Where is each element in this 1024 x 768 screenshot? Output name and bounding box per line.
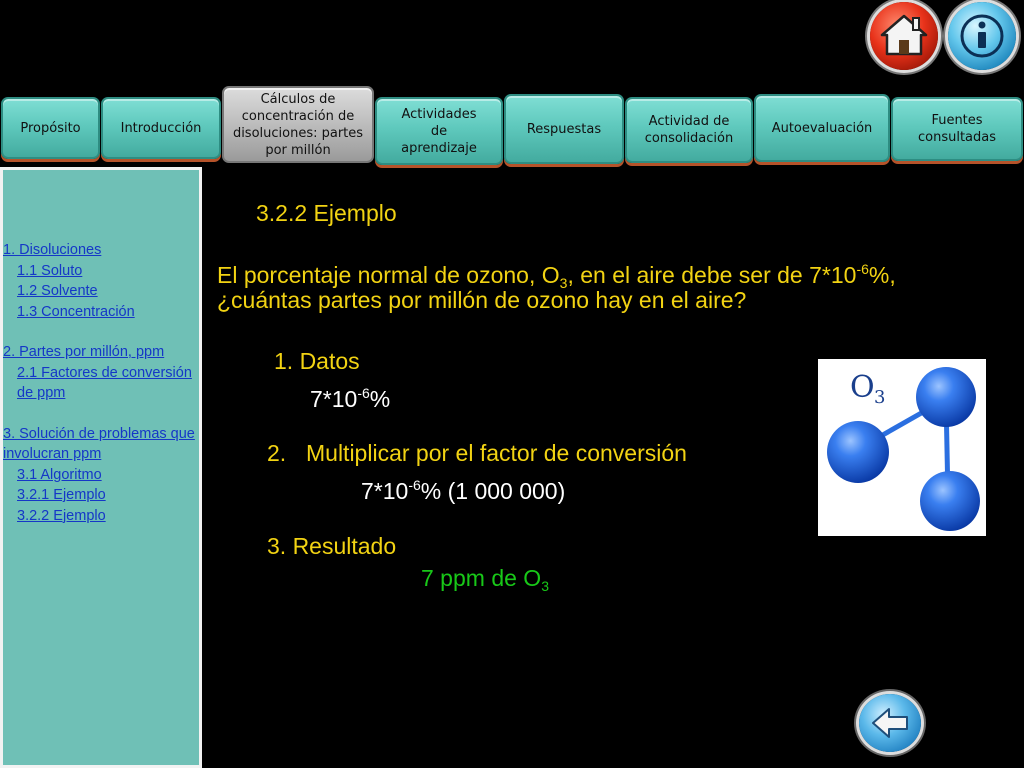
problem-superscript: -6 bbox=[856, 261, 869, 277]
step1-title: 1. Datos bbox=[274, 348, 360, 374]
tab-actividad-consolidacion[interactable] bbox=[625, 97, 753, 163]
result bbox=[421, 563, 549, 601]
back-arrow-icon bbox=[859, 694, 921, 752]
home-icon bbox=[870, 2, 938, 70]
step3-title: 3. Resultado bbox=[267, 533, 397, 559]
problem-question: ¿cuántas partes por millón de ozono hay en el aire? bbox=[217, 287, 747, 313]
result-text: 7 ppm de O bbox=[421, 565, 542, 591]
tab-label: Propósito bbox=[20, 120, 81, 136]
problem-text: %, bbox=[868, 262, 896, 288]
sidebar-link[interactable]: 3.1 Algoritmo bbox=[17, 466, 102, 483]
step1-exponent: -6 bbox=[357, 385, 370, 401]
tab-respuestas[interactable] bbox=[504, 94, 624, 164]
ozone-molecule-image bbox=[818, 359, 986, 536]
tab-label: Actividad de consolidación bbox=[644, 114, 734, 146]
sidebar-item-ejemplo-1[interactable] bbox=[3, 485, 199, 506]
back-button[interactable] bbox=[859, 694, 921, 752]
tab-calculos[interactable] bbox=[222, 86, 374, 163]
problem-text: , en el aire debe ser de 7*10 bbox=[567, 262, 857, 288]
tab-label: Introducción bbox=[120, 120, 202, 136]
tab-label: Fuentes consultadas bbox=[917, 113, 997, 145]
sidebar-link[interactable]: 2. Partes por millón, ppm bbox=[3, 344, 165, 360]
problem-subscript: 3 bbox=[559, 275, 568, 291]
ozone-molecule-illustration bbox=[818, 359, 986, 536]
sidebar-item-soluto[interactable] bbox=[3, 261, 199, 282]
sidebar-link[interactable]: 3. Solución de problemas que involucran ppm bbox=[3, 425, 195, 462]
oxygen-atom bbox=[827, 421, 889, 483]
sidebar bbox=[0, 167, 202, 768]
sidebar-item-algoritmo[interactable] bbox=[3, 465, 199, 486]
step2-base: 7*10 bbox=[361, 478, 409, 504]
step1-percent: % bbox=[369, 386, 391, 412]
sidebar-item-ejemplo-2[interactable] bbox=[3, 506, 199, 527]
page-title: 3.2.2 Ejemplo bbox=[256, 200, 397, 226]
oxygen-atom bbox=[916, 367, 976, 427]
sidebar-link[interactable]: 1.3 Concentración bbox=[17, 303, 135, 320]
sidebar-item-solucion-problemas[interactable] bbox=[3, 424, 199, 465]
sidebar-item-disoluciones[interactable] bbox=[3, 240, 199, 261]
problem-text: El porcentaje normal de ozono, O bbox=[217, 262, 560, 288]
sidebar-link[interactable]: 1. Disoluciones bbox=[3, 242, 102, 258]
tab-proposito[interactable] bbox=[1, 97, 100, 159]
sidebar-item-factores[interactable] bbox=[3, 363, 199, 404]
info-icon bbox=[948, 2, 1016, 70]
step2-value bbox=[361, 470, 565, 506]
sidebar-link[interactable]: 1.2 Solvente bbox=[17, 283, 98, 299]
sidebar-link[interactable]: 3.2.2 Ejemplo bbox=[17, 507, 106, 524]
step2-title: Multiplicar por el factor de conversión bbox=[306, 440, 687, 466]
step2-rest: % (1 000 000) bbox=[420, 478, 566, 504]
step2-exponent: -6 bbox=[408, 477, 421, 493]
sidebar-item-solvente[interactable] bbox=[3, 281, 199, 302]
sidebar-link[interactable]: 1.1 Soluto bbox=[17, 262, 83, 279]
step1-base: 7*10 bbox=[310, 386, 358, 412]
ozone-label: O bbox=[850, 370, 875, 405]
tab-label: Actividades de aprendizaje bbox=[401, 106, 477, 156]
sidebar-link[interactable]: 3.2.1 Ejemplo bbox=[17, 487, 106, 503]
ozone-label-subscript: 3 bbox=[874, 387, 886, 408]
tab-actividades[interactable] bbox=[375, 97, 503, 165]
sidebar-item-ppm[interactable] bbox=[3, 342, 199, 363]
oxygen-atom bbox=[920, 471, 980, 531]
tab-fuentes[interactable] bbox=[891, 97, 1023, 161]
sidebar-item-concentracion[interactable] bbox=[3, 302, 199, 323]
tab-label: Autoevaluación bbox=[771, 120, 873, 136]
result-subscript: 3 bbox=[541, 578, 549, 594]
sidebar-menu bbox=[3, 240, 199, 526]
tab-autoevaluacion[interactable] bbox=[754, 94, 890, 162]
step2-number: 2. bbox=[267, 440, 287, 466]
home-button[interactable] bbox=[870, 2, 938, 70]
tab-label: Cálculos de concentración de disoluciones: partes por millón bbox=[232, 91, 364, 158]
tab-introduccion[interactable] bbox=[101, 97, 221, 159]
step1-value bbox=[310, 378, 390, 414]
info-button[interactable] bbox=[948, 2, 1016, 70]
sidebar-link[interactable]: 2.1 Factores de conversión de ppm bbox=[17, 364, 192, 401]
tab-label: Respuestas bbox=[526, 121, 602, 137]
